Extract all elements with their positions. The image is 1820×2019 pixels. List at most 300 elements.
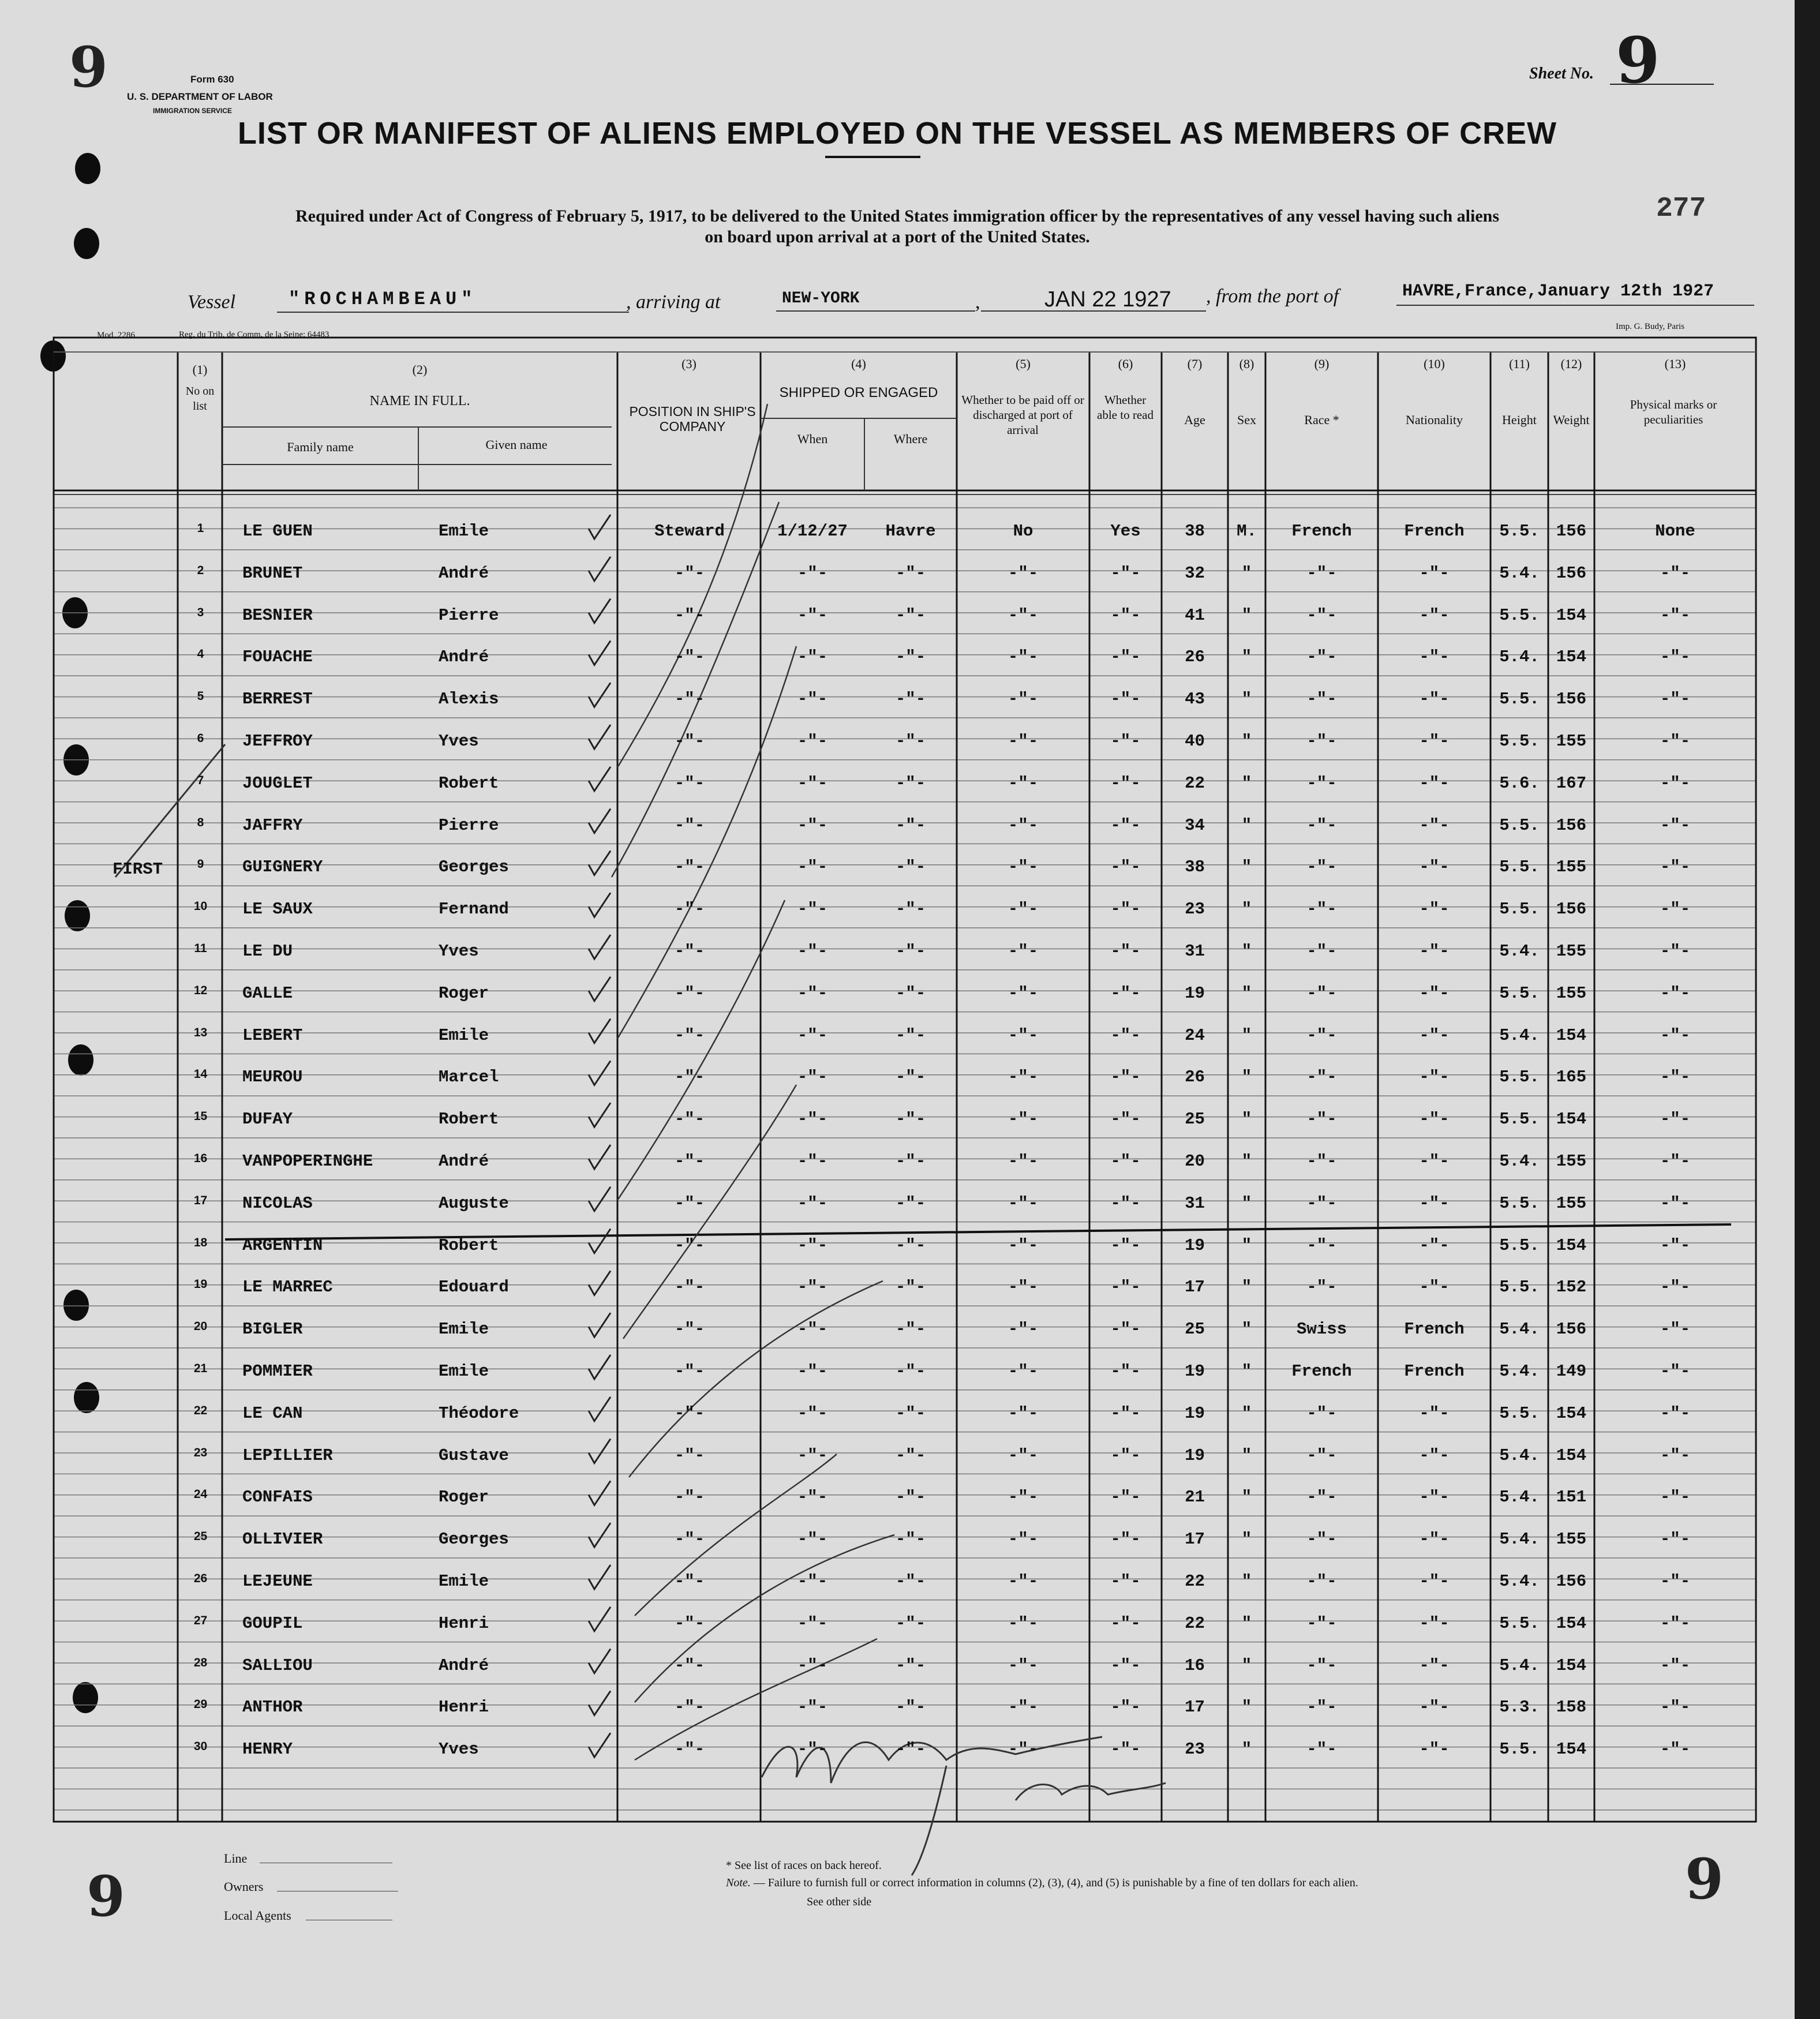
race: -"- — [1306, 1488, 1337, 1507]
position: -"- — [674, 1572, 705, 1591]
race: -"- — [1306, 1067, 1337, 1087]
shipped-when: -"- — [797, 1278, 828, 1297]
shipped-where: -"- — [895, 1278, 926, 1297]
paid-off: -"- — [1008, 1025, 1039, 1045]
nationality: -"- — [1419, 732, 1450, 751]
position: -"- — [674, 1740, 705, 1759]
check-mark — [589, 935, 611, 959]
height: 5.5. — [1499, 1067, 1540, 1087]
age: 22 — [1185, 773, 1205, 793]
sex: " — [1241, 647, 1252, 667]
given-name: Edouard — [439, 1278, 509, 1297]
position: -"- — [674, 1152, 705, 1171]
paid-off: -"- — [1008, 690, 1039, 709]
nationality: -"- — [1419, 1193, 1450, 1213]
weight: 154 — [1556, 1613, 1587, 1633]
paid-off: -"- — [1008, 983, 1039, 1003]
nationality: -"- — [1419, 563, 1450, 583]
col5-label: Whether to be paid off or discharged at port of arrival — [961, 393, 1084, 437]
weight: 158 — [1556, 1698, 1587, 1717]
position: Steward — [654, 522, 725, 541]
physical-marks: -"- — [1660, 942, 1691, 961]
able-to-read: -"- — [1110, 983, 1141, 1003]
height: 5.4. — [1499, 1488, 1540, 1507]
race: -"- — [1306, 1530, 1337, 1549]
race: -"- — [1306, 605, 1337, 625]
nationality: -"- — [1419, 690, 1450, 709]
col5-num: (5) — [1016, 357, 1031, 371]
paid-off: -"- — [1008, 1740, 1039, 1759]
family-name: VANPOPERINGHE — [242, 1152, 373, 1171]
paid-off: -"- — [1008, 1698, 1039, 1717]
row-number: 13 — [193, 1025, 208, 1039]
physical-marks: -"- — [1660, 900, 1691, 919]
sex: " — [1241, 857, 1252, 877]
department: U. S. DEPARTMENT OF LABOR — [127, 91, 273, 102]
arriving-port: NEW-YORK — [782, 290, 860, 308]
race: Swiss — [1296, 1320, 1347, 1339]
check-mark — [589, 1649, 611, 1673]
able-to-read: -"- — [1110, 1488, 1141, 1507]
physical-marks: -"- — [1660, 815, 1691, 835]
physical-marks: -"- — [1660, 1235, 1691, 1255]
shipped-where: -"- — [895, 1193, 926, 1213]
physical-marks: -"- — [1660, 1193, 1691, 1213]
physical-marks: -"- — [1660, 563, 1691, 583]
height: 5.4. — [1499, 1655, 1540, 1675]
row-number: 12 — [193, 983, 208, 997]
check-mark — [589, 1187, 611, 1211]
race: -"- — [1306, 1403, 1337, 1423]
age: 24 — [1185, 1025, 1205, 1045]
given-name: André — [439, 1152, 489, 1171]
family-name: GUIGNERY — [242, 857, 323, 877]
family-name: SALLIOU — [242, 1655, 313, 1675]
position: -"- — [674, 605, 705, 625]
row-number: 1 — [197, 522, 204, 535]
sex: " — [1241, 1488, 1252, 1507]
col6-label: Whether able to read — [1097, 393, 1154, 422]
paid-off: -"- — [1008, 1110, 1039, 1129]
shipped-where: -"- — [895, 815, 926, 835]
race: -"- — [1306, 857, 1337, 877]
paid-off: -"- — [1008, 1572, 1039, 1591]
height: 5.5. — [1499, 1613, 1540, 1633]
nationality: -"- — [1419, 1572, 1450, 1591]
paid-off: -"- — [1008, 942, 1039, 961]
height: 5.4. — [1499, 1025, 1540, 1045]
footer-agents-label: Local Agents — [224, 1908, 291, 1923]
family-name: MEUROU — [242, 1067, 303, 1087]
able-to-read: -"- — [1110, 1362, 1141, 1381]
age: 26 — [1185, 1067, 1205, 1087]
vessel-name: "ROCHAMBEAU" — [289, 289, 477, 310]
position: -"- — [674, 1403, 705, 1423]
given-name: Robert — [439, 773, 499, 793]
family-name: GALLE — [242, 983, 293, 1003]
sex: " — [1241, 1655, 1252, 1675]
shipped-where: -"- — [895, 900, 926, 919]
paid-off: -"- — [1008, 1613, 1039, 1633]
physical-marks: -"- — [1660, 690, 1691, 709]
shipped-where: -"- — [895, 773, 926, 793]
given-name: Gustave — [439, 1445, 509, 1465]
weight: 154 — [1556, 1235, 1587, 1255]
weight: 156 — [1556, 1572, 1587, 1591]
col8-num: (8) — [1239, 357, 1254, 371]
shipped-when: -"- — [797, 1613, 828, 1633]
race: -"- — [1306, 773, 1337, 793]
given-name: André — [439, 563, 489, 583]
service: IMMIGRATION SERVICE — [153, 107, 232, 115]
family-name: LE GUEN — [242, 522, 313, 541]
sex: " — [1241, 1613, 1252, 1633]
check-mark — [589, 1145, 611, 1169]
paid-off: -"- — [1008, 647, 1039, 667]
given-name: Robert — [439, 1110, 499, 1129]
shipped-when: -"- — [797, 1445, 828, 1465]
row-number: 14 — [193, 1067, 208, 1081]
where-header: Where — [893, 432, 928, 446]
weight: 154 — [1556, 1445, 1587, 1465]
weight: 155 — [1556, 1193, 1587, 1213]
weight: 154 — [1556, 1740, 1587, 1759]
race: -"- — [1306, 1572, 1337, 1591]
shipped-when: -"- — [797, 647, 828, 667]
check-mark — [589, 1397, 611, 1421]
weight: 154 — [1556, 1655, 1587, 1675]
shipped-when: -"- — [797, 773, 828, 793]
vessel-label: Vessel — [188, 291, 236, 313]
row-number: 24 — [193, 1488, 208, 1501]
position: -"- — [674, 815, 705, 835]
able-to-read: -"- — [1110, 732, 1141, 751]
physical-marks: -"- — [1660, 1152, 1691, 1171]
check-mark — [589, 1691, 611, 1715]
printer: Imp. G. Budy, Paris — [1616, 322, 1685, 331]
weight: 152 — [1556, 1278, 1587, 1297]
race: -"- — [1306, 563, 1337, 583]
given-name: Alexis — [439, 690, 499, 709]
sheet-label: Sheet No. — [1529, 65, 1594, 83]
race: -"- — [1306, 900, 1337, 919]
col3-label: POSITION IN SHIP'S COMPANY — [629, 404, 756, 434]
able-to-read: -"- — [1110, 1740, 1141, 1759]
physical-marks: -"- — [1660, 1655, 1691, 1675]
shipped-when: -"- — [797, 900, 828, 919]
see-other-side: See other side — [807, 1896, 872, 1908]
family-name: OLLIVIER — [242, 1530, 323, 1549]
col6-num: (6) — [1118, 357, 1133, 371]
able-to-read: -"- — [1110, 1655, 1141, 1675]
shipped-when: -"- — [797, 1655, 828, 1675]
col9-label: Race * — [1304, 413, 1339, 427]
shipped-where: -"- — [895, 1613, 926, 1633]
col10-num: (10) — [1424, 357, 1445, 371]
nationality: -"- — [1419, 1278, 1450, 1297]
height: 5.5. — [1499, 732, 1540, 751]
mod-ref: Mod. 2286 — [97, 331, 135, 340]
given-name: Yves — [439, 942, 479, 961]
height: 5.5. — [1499, 1403, 1540, 1423]
check-mark — [589, 515, 611, 539]
paid-off: -"- — [1008, 1530, 1039, 1549]
row-number: 2 — [197, 563, 204, 577]
able-to-read: -"- — [1110, 1278, 1141, 1297]
sex: " — [1241, 1403, 1252, 1423]
shipped-where: -"- — [895, 1655, 926, 1675]
weight: 156 — [1556, 563, 1587, 583]
col2-num: (2) — [412, 362, 428, 377]
nationality: -"- — [1419, 1235, 1450, 1255]
col1-label: No on list — [185, 385, 215, 413]
given-name: Emile — [439, 522, 489, 541]
shipped-where: -"- — [895, 1530, 926, 1549]
physical-marks: -"- — [1660, 1530, 1691, 1549]
shipped-when: -"- — [797, 1110, 828, 1129]
sex: " — [1241, 815, 1252, 835]
height: 5.5. — [1499, 900, 1540, 919]
side-note: FIRST — [113, 860, 163, 879]
family-name: LE DU — [242, 942, 293, 961]
height: 5.4. — [1499, 1320, 1540, 1339]
family-name: JEFFROY — [242, 732, 313, 751]
able-to-read: -"- — [1110, 1445, 1141, 1465]
nationality: French — [1404, 1320, 1465, 1339]
race: -"- — [1306, 1740, 1337, 1759]
able-to-read: -"- — [1110, 647, 1141, 667]
given-name: André — [439, 647, 489, 667]
age: 31 — [1185, 1193, 1205, 1213]
position: -"- — [674, 1445, 705, 1465]
given-name: Auguste — [439, 1193, 509, 1213]
check-mark — [589, 1523, 611, 1547]
physical-marks: -"- — [1660, 1572, 1691, 1591]
check-mark — [589, 767, 611, 791]
weight: 155 — [1556, 1152, 1587, 1171]
physical-marks: -"- — [1660, 1488, 1691, 1507]
given-name: Pierre — [439, 815, 499, 835]
paid-off: -"- — [1008, 1235, 1039, 1255]
row-number: 18 — [193, 1235, 208, 1249]
weight: 155 — [1556, 1530, 1587, 1549]
check-mark — [589, 1313, 611, 1337]
able-to-read: Yes — [1110, 522, 1141, 541]
check-mark — [589, 557, 611, 581]
height: 5.5. — [1499, 815, 1540, 835]
able-to-read: -"- — [1110, 1530, 1141, 1549]
shipped-when: 1/12/27 — [777, 522, 848, 541]
height: 5.4. — [1499, 1572, 1540, 1591]
check-mark — [589, 1229, 611, 1253]
height: 5.4. — [1499, 563, 1540, 583]
able-to-read: -"- — [1110, 563, 1141, 583]
sex: " — [1241, 563, 1252, 583]
nationality: -"- — [1419, 983, 1450, 1003]
shipped-when: -"- — [797, 1488, 828, 1507]
paid-off: -"- — [1008, 815, 1039, 835]
weight: 154 — [1556, 647, 1587, 667]
able-to-read: -"- — [1110, 942, 1141, 961]
given-name: Marcel — [439, 1067, 499, 1087]
weight: 154 — [1556, 605, 1587, 625]
height: 5.4. — [1499, 942, 1540, 961]
sex: " — [1241, 1152, 1252, 1171]
physical-marks: -"- — [1660, 857, 1691, 877]
nationality: -"- — [1419, 1655, 1450, 1675]
weight: 149 — [1556, 1362, 1587, 1381]
family-name: LE CAN — [242, 1403, 303, 1423]
shipped-when: -"- — [797, 1152, 828, 1171]
nationality: -"- — [1419, 1152, 1450, 1171]
age: 38 — [1185, 522, 1205, 541]
shipped-where: -"- — [895, 857, 926, 877]
corner-number: 9 — [69, 35, 108, 100]
race: -"- — [1306, 1698, 1337, 1717]
sex: " — [1241, 1235, 1252, 1255]
shipped-when: -"- — [797, 1740, 828, 1759]
paid-off: -"- — [1008, 1655, 1039, 1675]
nationality: -"- — [1419, 605, 1450, 625]
weight: 156 — [1556, 900, 1587, 919]
given-name: Georges — [439, 857, 509, 877]
arrival-date: JAN 22 1927 — [1044, 287, 1171, 312]
check-mark — [589, 1439, 611, 1463]
shipped-when: -"- — [797, 1235, 828, 1255]
shipped-where: -"- — [895, 1740, 926, 1759]
check-mark — [589, 1481, 611, 1505]
physical-marks: -"- — [1660, 1445, 1691, 1465]
family-name: BIGLER — [242, 1320, 303, 1339]
family-name: CONFAIS — [242, 1488, 313, 1507]
position: -"- — [674, 1655, 705, 1675]
sex: " — [1241, 1530, 1252, 1549]
check-mark — [589, 599, 611, 623]
check-mark — [589, 725, 611, 749]
footer-line-label: Line — [224, 1851, 248, 1866]
shipped-when: -"- — [797, 857, 828, 877]
able-to-read: -"- — [1110, 773, 1141, 793]
position: -"- — [674, 563, 705, 583]
row-number: 10 — [193, 900, 208, 913]
physical-marks: -"- — [1660, 1025, 1691, 1045]
age: 22 — [1185, 1572, 1205, 1591]
shipped-where: -"- — [895, 1362, 926, 1381]
position: -"- — [674, 857, 705, 877]
shipped-when: -"- — [797, 1320, 828, 1339]
paid-off: -"- — [1008, 732, 1039, 751]
sex: " — [1241, 1193, 1252, 1213]
race: -"- — [1306, 1235, 1337, 1255]
nationality: -"- — [1419, 1403, 1450, 1423]
age: 25 — [1185, 1110, 1205, 1129]
weight: 155 — [1556, 942, 1587, 961]
able-to-read: -"- — [1110, 605, 1141, 625]
weight: 155 — [1556, 732, 1587, 751]
given-name: Georges — [439, 1530, 509, 1549]
row-number: 4 — [197, 647, 204, 661]
col3-num: (3) — [681, 357, 696, 371]
check-mark — [589, 1733, 611, 1757]
weight: 165 — [1556, 1067, 1587, 1087]
height: 5.5. — [1499, 522, 1540, 541]
subtitle-line2: on board upon arrival at a port of the United States. — [705, 227, 1090, 246]
family-name: ANTHOR — [242, 1698, 303, 1717]
family-name: BRUNET — [242, 563, 303, 583]
nationality: -"- — [1419, 1698, 1450, 1717]
able-to-read: -"- — [1110, 1572, 1141, 1591]
position: -"- — [674, 1235, 705, 1255]
race: -"- — [1306, 1193, 1337, 1213]
age: 19 — [1185, 1403, 1205, 1423]
height: 5.5. — [1499, 690, 1540, 709]
height: 5.4. — [1499, 1530, 1540, 1549]
given-name: Emile — [439, 1572, 489, 1591]
race: French — [1291, 1362, 1352, 1381]
shipped-where: -"- — [895, 605, 926, 625]
sex: " — [1241, 942, 1252, 961]
family-name: DUFAY — [242, 1110, 293, 1129]
age: 16 — [1185, 1655, 1205, 1675]
family-name: LEPILLIER — [242, 1445, 333, 1465]
given-name: Henri — [439, 1698, 489, 1717]
height: 5.4. — [1499, 1445, 1540, 1465]
sex: " — [1241, 1698, 1252, 1717]
note-text: — Failure to furnish full or correct information in columns (2), (3), (4), and (5) is punishable by a fine of ten dollars for each alien. — [753, 1876, 1358, 1889]
col12-label: Weight — [1553, 413, 1590, 427]
given-name: Henri — [439, 1613, 489, 1633]
row-number: 19 — [193, 1278, 208, 1291]
when-header: When — [797, 432, 828, 446]
shipped-where: -"- — [895, 690, 926, 709]
row-number: 23 — [193, 1445, 208, 1459]
shipped-when: -"- — [797, 1530, 828, 1549]
shipped-where: -"- — [895, 1698, 926, 1717]
age: 19 — [1185, 983, 1205, 1003]
weight: 154 — [1556, 1403, 1587, 1423]
race: -"- — [1306, 1278, 1337, 1297]
paid-off: -"- — [1008, 1445, 1039, 1465]
given-name: Roger — [439, 983, 489, 1003]
given-name: Emile — [439, 1025, 489, 1045]
age: 20 — [1185, 1152, 1205, 1171]
physical-marks: -"- — [1660, 605, 1691, 625]
age: 17 — [1185, 1530, 1205, 1549]
shipped-where: -"- — [895, 1235, 926, 1255]
race: -"- — [1306, 647, 1337, 667]
age: 31 — [1185, 942, 1205, 961]
nationality: -"- — [1419, 773, 1450, 793]
physical-marks: -"- — [1660, 1362, 1691, 1381]
physical-marks: -"- — [1660, 1740, 1691, 1759]
age: 25 — [1185, 1320, 1205, 1339]
position: -"- — [674, 983, 705, 1003]
position: -"- — [674, 732, 705, 751]
shipped-when: -"- — [797, 1572, 828, 1591]
nationality: French — [1404, 1362, 1465, 1381]
nationality: -"- — [1419, 900, 1450, 919]
shipped-when: -"- — [797, 815, 828, 835]
able-to-read: -"- — [1110, 690, 1141, 709]
shipped-where: -"- — [895, 1320, 926, 1339]
family-name: BESNIER — [242, 605, 313, 625]
position: -"- — [674, 1698, 705, 1717]
weight: 151 — [1556, 1488, 1587, 1507]
able-to-read: -"- — [1110, 900, 1141, 919]
row-number: 26 — [193, 1572, 208, 1585]
nationality: French — [1404, 522, 1465, 541]
registry: Reg. du Trib. de Comm. de la Seine: 64483 — [179, 330, 329, 339]
